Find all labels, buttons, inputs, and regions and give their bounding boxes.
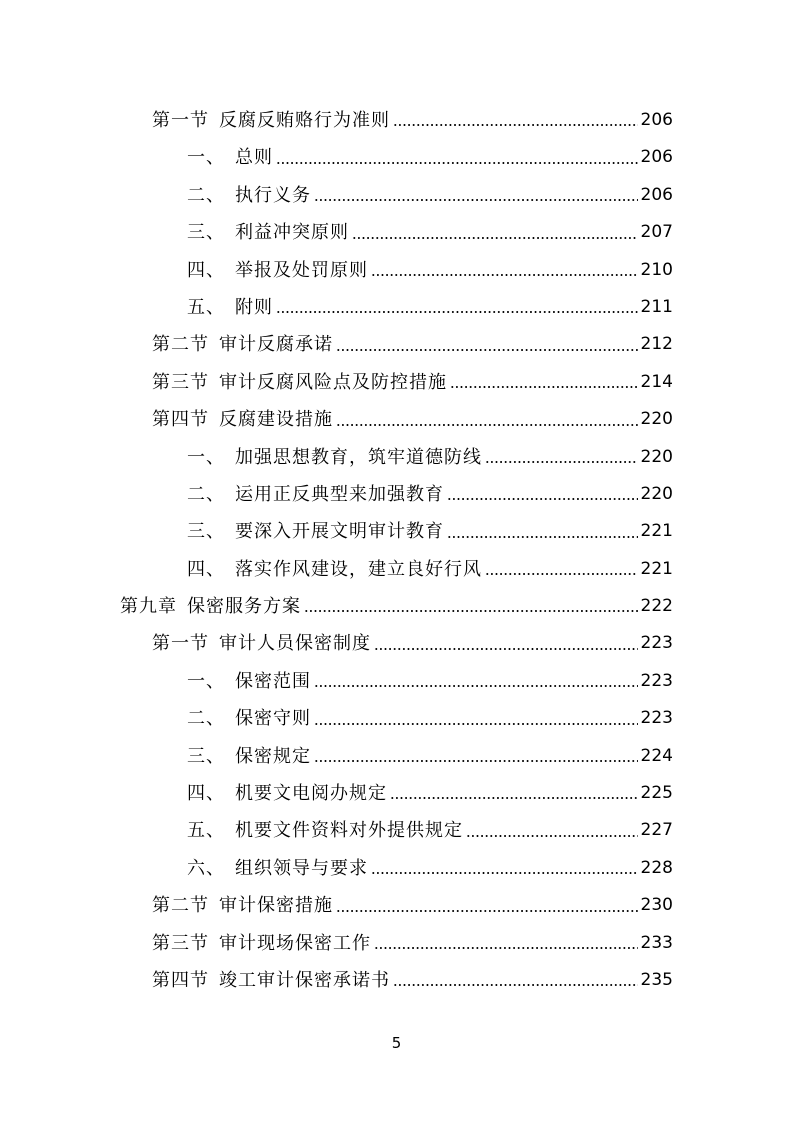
toc-entry-label: 落实作风建设，建立良好行风 <box>235 558 482 580</box>
toc-entry-number: 第一节 <box>152 110 209 131</box>
toc-entry-page: 227 <box>640 820 673 841</box>
toc-entry-label: 保密服务方案 <box>187 596 301 618</box>
toc-entry[interactable] <box>0 962 793 999</box>
toc-entry-title <box>152 962 390 999</box>
dot-leader <box>485 461 638 463</box>
toc-entry-title <box>152 102 390 139</box>
toc-entry-page: 212 <box>640 334 673 355</box>
toc-entry-page: 211 <box>640 296 673 317</box>
toc-entry-page: 221 <box>640 521 673 542</box>
dot-leader <box>371 274 638 276</box>
toc-entry-label: 竣工审计保密承诺书 <box>219 969 390 991</box>
page-number: 5 <box>391 1034 402 1052</box>
dot-leader <box>374 947 638 949</box>
dot-leader <box>352 237 638 239</box>
toc-entry-number: 第二节 <box>152 334 209 356</box>
toc-entry-page: 214 <box>640 371 673 392</box>
toc-entry-page: 220 <box>640 409 673 430</box>
toc-entry-number: 二、 <box>187 184 225 206</box>
dot-leader <box>371 872 638 874</box>
toc-entry-label: 审计人员保密制度 <box>219 633 371 655</box>
toc-entry-title <box>187 214 349 251</box>
toc-entry-title <box>152 625 371 662</box>
toc-entry-number: 第三节 <box>152 371 209 393</box>
toc-entry-label: 保密规定 <box>235 745 311 767</box>
toc-entry-title <box>152 326 333 363</box>
toc-entry-number: 第四节 <box>152 969 209 991</box>
toc-entry-number: 第九章 <box>120 596 177 618</box>
toc-entry-page: 206 <box>640 147 673 168</box>
toc-entry-label: 要深入开展文明审计教育 <box>235 521 444 543</box>
toc-entry-label: 机要文电阅办规定 <box>235 783 387 805</box>
toc-entry-label: 机要文件资料对外提供规定 <box>235 820 463 842</box>
toc-entry-title <box>187 439 482 476</box>
toc-entry-number: 第二节 <box>152 895 209 917</box>
toc-entry-number: 四、 <box>187 259 225 281</box>
dot-leader <box>450 386 638 388</box>
toc-entry[interactable] <box>0 364 793 401</box>
toc-entry-title <box>187 289 273 326</box>
toc-entry[interactable] <box>0 439 793 476</box>
dot-leader <box>336 910 638 912</box>
toc-entry-title <box>187 663 311 700</box>
toc-entry-title <box>187 139 273 176</box>
toc-entry-number: 一、 <box>187 670 225 692</box>
toc-entry-title <box>187 812 463 849</box>
toc-entry-page: 221 <box>640 558 673 579</box>
dot-leader <box>336 349 638 351</box>
toc-entry-label: 审计现场保密工作 <box>219 932 371 954</box>
toc-entry-page: 228 <box>640 857 673 878</box>
toc-entry-label: 加强思想教育，筑牢道德防线 <box>235 446 482 468</box>
toc-entry-page: 207 <box>640 222 673 243</box>
dot-leader <box>485 573 638 575</box>
toc-entry[interactable] <box>0 476 793 513</box>
toc-entry-number: 二、 <box>187 483 225 505</box>
toc-entry[interactable] <box>0 700 793 737</box>
toc-entry[interactable] <box>0 738 793 775</box>
dot-leader <box>314 685 638 687</box>
toc-entry-number: 五、 <box>187 296 225 318</box>
dot-leader <box>314 723 638 725</box>
toc-entry[interactable] <box>0 887 793 924</box>
dot-leader <box>276 162 638 164</box>
toc-entry-label: 附则 <box>235 296 273 318</box>
toc-entry-title <box>187 551 482 588</box>
toc-entry-page: 223 <box>640 708 673 729</box>
toc-entry-label: 保密守则 <box>235 708 311 730</box>
toc-entry-page: 222 <box>640 596 673 617</box>
toc-entry-page: 223 <box>640 670 673 691</box>
toc-entry-number: 一、 <box>187 446 225 468</box>
toc-entry[interactable] <box>0 551 793 588</box>
toc-entry[interactable] <box>0 252 793 289</box>
toc-entry-page: 210 <box>640 259 673 280</box>
toc-entry[interactable] <box>0 177 793 214</box>
toc-entry-title <box>120 588 301 625</box>
toc-entry[interactable] <box>0 812 793 849</box>
dot-leader <box>374 648 638 650</box>
toc-entry-title <box>152 364 447 401</box>
toc-entry-label: 运用正反典型来加强教育 <box>235 483 444 505</box>
toc-entry-number: 一、 <box>187 147 225 169</box>
toc-entry-label: 反腐建设措施 <box>219 409 333 431</box>
dot-leader <box>447 536 638 538</box>
toc-entry[interactable] <box>0 663 793 700</box>
toc-entry[interactable] <box>0 925 793 962</box>
toc-entry-number: 第一节 <box>152 633 209 655</box>
toc-entry-number: 第三节 <box>152 932 209 954</box>
toc-entry-label: 利益冲突原则 <box>235 222 349 244</box>
toc-entry-number: 六、 <box>187 857 225 879</box>
toc-entry-number: 三、 <box>187 521 225 543</box>
toc-entry-page: 233 <box>640 932 673 953</box>
toc-entry-page: 223 <box>640 633 673 654</box>
toc-entry-number: 二、 <box>187 708 225 730</box>
toc-entry[interactable] <box>0 401 793 438</box>
dot-leader <box>276 311 638 313</box>
toc-entry-title <box>187 252 368 289</box>
toc-entry-label: 反腐反贿赂行为准则 <box>219 110 390 131</box>
dot-leader <box>393 984 638 986</box>
toc-entry-label: 审计反腐风险点及防控措施 <box>219 371 447 393</box>
toc-entry-number: 五、 <box>187 820 225 842</box>
toc-entry[interactable] <box>0 139 793 176</box>
toc-entry-page: 206 <box>640 184 673 205</box>
toc-entry[interactable] <box>0 102 793 139</box>
toc-entry-label: 执行义务 <box>235 184 311 206</box>
toc-entry-label: 审计保密措施 <box>219 895 333 917</box>
toc-entry-page: 220 <box>640 483 673 504</box>
toc-entry-label: 保密范围 <box>235 670 311 692</box>
toc-entry[interactable] <box>0 850 793 887</box>
toc-entry-title <box>187 738 311 775</box>
toc-entry-page: 230 <box>640 895 673 916</box>
toc-entry-label: 举报及处罚原则 <box>235 259 368 281</box>
toc-entry-label: 总则 <box>235 147 273 169</box>
toc-entry-page: 220 <box>640 446 673 467</box>
toc-entry[interactable] <box>0 513 793 550</box>
toc-entry-title <box>152 401 333 438</box>
toc-entry-label: 组织领导与要求 <box>235 857 368 879</box>
dot-leader <box>314 199 638 201</box>
dot-leader <box>314 760 638 762</box>
toc-entry[interactable] <box>0 588 793 625</box>
toc-entry[interactable] <box>0 625 793 662</box>
dot-leader <box>390 797 638 799</box>
toc-entry-title <box>187 476 444 513</box>
toc-entry-label: 审计反腐承诺 <box>219 334 333 356</box>
toc-entry-number: 四、 <box>187 558 225 580</box>
toc-entry-title <box>152 887 333 924</box>
toc-entry-number: 三、 <box>187 745 225 767</box>
toc-entry[interactable] <box>0 326 793 363</box>
dot-leader <box>447 498 638 500</box>
toc-entry[interactable] <box>0 214 793 251</box>
dot-leader <box>336 424 638 426</box>
dot-leader <box>304 610 638 612</box>
dot-leader <box>466 835 638 837</box>
toc-entry[interactable] <box>0 775 793 812</box>
toc-entry-title <box>187 513 444 550</box>
toc-entry-page: 224 <box>640 745 673 766</box>
toc-entry-title <box>187 700 311 737</box>
toc-entry[interactable] <box>0 289 793 326</box>
toc-entry-title <box>187 850 368 887</box>
table-of-contents <box>0 102 793 999</box>
toc-entry-page: 206 <box>640 110 673 130</box>
dot-leader <box>393 124 638 126</box>
toc-entry-number: 四、 <box>187 783 225 805</box>
toc-entry-number: 三、 <box>187 222 225 244</box>
toc-entry-page: 225 <box>640 783 673 804</box>
toc-entry-page: 235 <box>640 969 673 990</box>
toc-entry-title <box>187 775 387 812</box>
toc-entry-title <box>187 177 311 214</box>
toc-entry-number: 第四节 <box>152 409 209 431</box>
toc-entry-title <box>152 925 371 962</box>
